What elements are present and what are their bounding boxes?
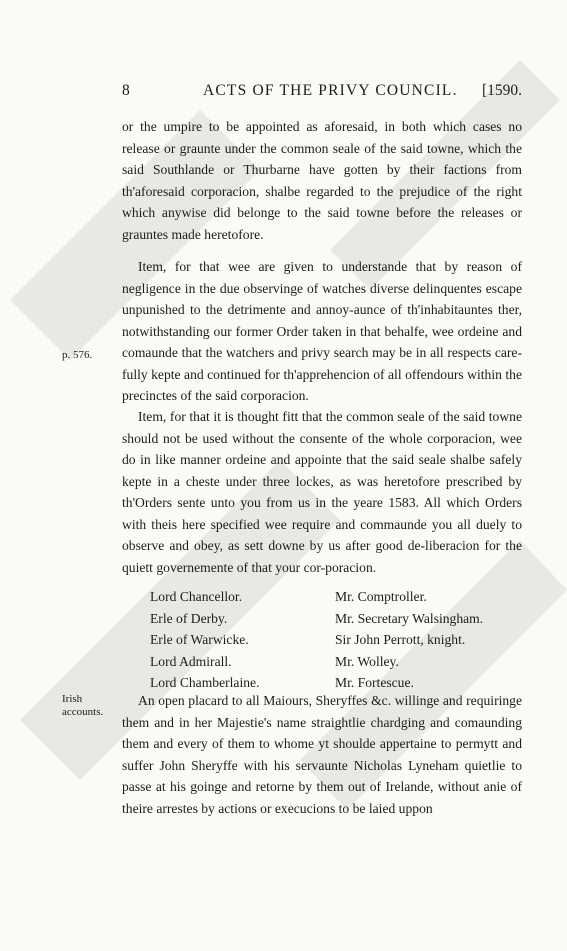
running-year: [1590. [481,82,522,99]
signatories-right-column [335,586,483,694]
margin-note-line: accounts. [62,706,104,718]
margin-note-line: Irish [62,693,83,705]
paragraph-text: or the umpire to be appointed as aforesaid, in both which cases no release or graunte under the common seale of the said towne, which the said Southlande or Thurbarne have gotten by their factions from th'aforesaid corporacion, shalbe regarded to the prejudice of the right which anywise did belonge to the said towne before the releases or grauntes made heretofore. [122,119,522,242]
signatory: Erle of Derby. [150,610,228,626]
paragraph-text: An open placard to all Maiours, Sheryffes &c. willinge and requiringe them and in her Majestie's name straightlie chardging and comaunding them and every of them to whome yt shoulde appertaine to permytt and suffer John Sheryffe with his servaunte Nicholas Lyneham quietlie to passe at his goinge and retorne by them out of Irelande, without anie of theire arrestes by actions or execucions to be laied uppon [122,693,522,816]
signatory: Sir John Perrott, knight. [335,632,466,647]
signatory: Mr. Secretary Walsingham. [335,610,484,626]
signatory: Erle of Warwicke. [150,632,249,647]
margin-note-irish-accounts [62,693,103,719]
running-header [122,82,522,104]
signatory: Mr. Fortescue. [335,675,414,690]
running-title: ACTS OF THE PRIVY COUNCIL. [203,82,458,99]
signatory: Lord Chancellor. [150,589,243,604]
paragraph-watches [122,256,522,407]
signatory: Mr. Comptroller. [335,589,427,604]
margin-note-page-ref: p. 576. [62,349,93,361]
signatories-left-column [150,586,259,694]
paragraph-placard [122,690,522,819]
signatory: Mr. Wolley. [335,653,399,669]
signatory: Lord Chamberlaine. [150,675,260,690]
paragraph-text: Item, for that wee are given to understande that by reason of negligence in the due observinge of watches diverse delinquentes escape unpunished to the detrimente and annoy-aunce of th'inhabitauntes ther, notwithstanding our former Order taken in that behalfe, wee ordeine and comaunde that the watchers and privy search may be in all respects care-fully kepte and continued for th'apprehencion of all offendours within the precinctes of the said corporacion. [122,259,522,403]
paragraph-text: Item, for that it is thought fitt that the common seale of the said towne should not be used without the consente of the whole corporacion, wee do in like manner ordeine and appointe that the said seale shalbe safely kepte in a cheste under three lockes, as was heretofore prescribed by th'Orders sente unto you from us in the yeare 1583. All which Orders with theis here specified wee require and commaunde you all duely to observe and obey, as sett downe by us after good de-liberacion for the quiett governemente of that your cor-poracion. [122,409,522,575]
signatory: Lord Admirall. [150,653,232,669]
page-number: 8 [122,82,130,99]
paragraph-seale [122,406,522,578]
paragraph-continuation [122,116,522,245]
